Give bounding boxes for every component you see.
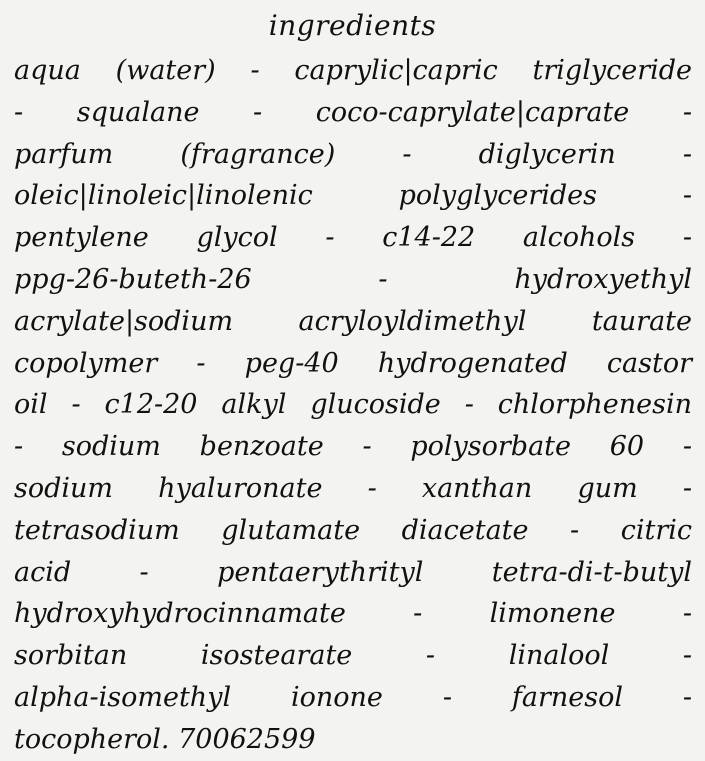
- ingredients-list: [14, 50, 692, 761]
- ingredient-line: parfum (fragrance) - diglycerin -: [14, 138, 692, 170]
- ingredient-line: ppg-26-buteth-26 - hydroxyethyl: [14, 263, 692, 295]
- ingredient-line: copolymer - peg-40 hydrogenated castor: [14, 347, 692, 379]
- ingredient-line: aqua (water) - caprylic|capric triglyceride: [14, 55, 692, 86]
- ingredients-heading: ingredients: [268, 9, 437, 42]
- ingredient-line: tocopherol. 70062599: [14, 723, 316, 755]
- ingredient-line: acrylate|sodium acryloyldimethyl taurate: [14, 305, 692, 337]
- ingredient-line: sorbitan isostearate - linalool -: [14, 640, 692, 672]
- ingredient-line: hydroxyhydrocinnamate - limonene -: [14, 598, 692, 630]
- ingredient-line: - sodium benzoate - polysorbate 60 -: [14, 431, 692, 463]
- ingredient-line: - squalane - coco-caprylate|caprate -: [14, 96, 692, 128]
- ingredient-line: oleic|linoleic|linolenic polyglycerides -: [14, 180, 692, 212]
- ingredient-line: pentylene glycol - c14-22 alcohols -: [14, 222, 692, 254]
- ingredient-line: tetrasodium glutamate diacetate - citric: [14, 514, 692, 546]
- ingredient-line: acid - pentaerythrityl tetra-di-t-butyl: [14, 556, 692, 588]
- ingredient-line: alpha-isomethyl ionone - farnesol -: [14, 681, 692, 713]
- ingredient-line: oil - c12-20 alkyl glucoside - chlorphenesin: [14, 389, 692, 421]
- ingredient-line: sodium hyaluronate - xanthan gum -: [14, 472, 692, 504]
